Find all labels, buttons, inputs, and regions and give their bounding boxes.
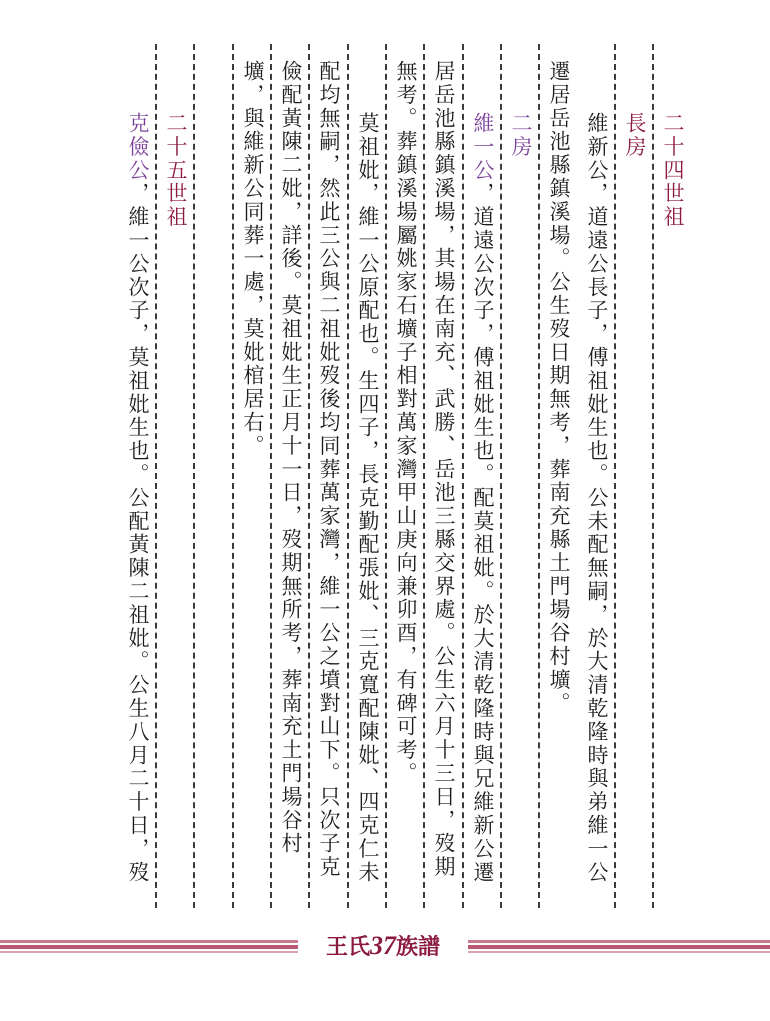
footer-title bbox=[298, 929, 468, 963]
column-rule bbox=[385, 44, 387, 908]
column-rule bbox=[423, 44, 425, 908]
column-rule bbox=[308, 44, 310, 908]
text-column: 無考。葬鎮溪場屬姚家石壙子相對萬家灣甲山庚向兼卯酉，有碑可考。 bbox=[394, 60, 418, 786]
text-column: 莫祖妣，維一公原配也。生四子，長克勤配張妣、三克寬配陳妣、四克仁未 bbox=[356, 112, 380, 885]
text-run: ，維一公次子，莫祖妣生也。公配黃陳二祖妣。公生八月二十日，歿 bbox=[126, 182, 150, 885]
column-rule bbox=[652, 44, 654, 908]
text-column: 壙，與維新公同葬一處，莫妣棺居右。 bbox=[241, 60, 265, 458]
generation-heading-25: 二十五世祖 bbox=[164, 112, 188, 229]
column-rule bbox=[614, 44, 616, 908]
text-column bbox=[121, 112, 155, 884]
footer-title-prefix: 王氏 bbox=[325, 934, 370, 960]
column-rule bbox=[232, 44, 234, 908]
text-column bbox=[466, 112, 500, 884]
text-column: 遷居岳池縣鎮溪場。公生歿日期無考，葬南充縣土門場谷村壙。 bbox=[547, 60, 571, 716]
text-column: 居岳池縣鎮溪場，其場在南充、武勝、岳池三縣交界處。公生六月十三日，歿期 bbox=[432, 60, 456, 879]
text-column: 儉配黃陳二妣，詳後。莫祖妣生正月十一日，歿期無所考，葬南充土門場谷村 bbox=[279, 60, 303, 856]
text-run: ，道遠公次子，傅祖妣生也。配莫祖妣。於大清乾隆時與兄維新公遷 bbox=[471, 182, 495, 885]
column-rule bbox=[462, 44, 464, 908]
column-rule bbox=[538, 44, 540, 908]
person-name-kejian: 克儉公 bbox=[126, 112, 150, 183]
branch-heading-second: 二房 bbox=[509, 112, 533, 159]
column-rule bbox=[193, 44, 195, 908]
text-column: 維新公，道遠公長子，傅祖妣生也。公未配無嗣，於大清乾隆時與弟維一公 bbox=[585, 112, 609, 885]
page-number: 37 bbox=[370, 931, 396, 960]
generation-heading-24: 二十四世祖 bbox=[661, 112, 685, 229]
text-column: 配均無嗣，然此三公與二祖妣歿後均同葬萬家灣，維一公之墳對山下。只次子克 bbox=[317, 60, 341, 879]
column-rule bbox=[155, 44, 157, 908]
column-rule bbox=[500, 44, 502, 908]
person-name-weiyi: 維一公 bbox=[471, 112, 495, 183]
footer-title-suffix: 族譜 bbox=[396, 934, 441, 960]
column-rule bbox=[347, 44, 349, 908]
column-rule bbox=[270, 44, 272, 908]
branch-heading-eldest: 長房 bbox=[623, 112, 647, 159]
